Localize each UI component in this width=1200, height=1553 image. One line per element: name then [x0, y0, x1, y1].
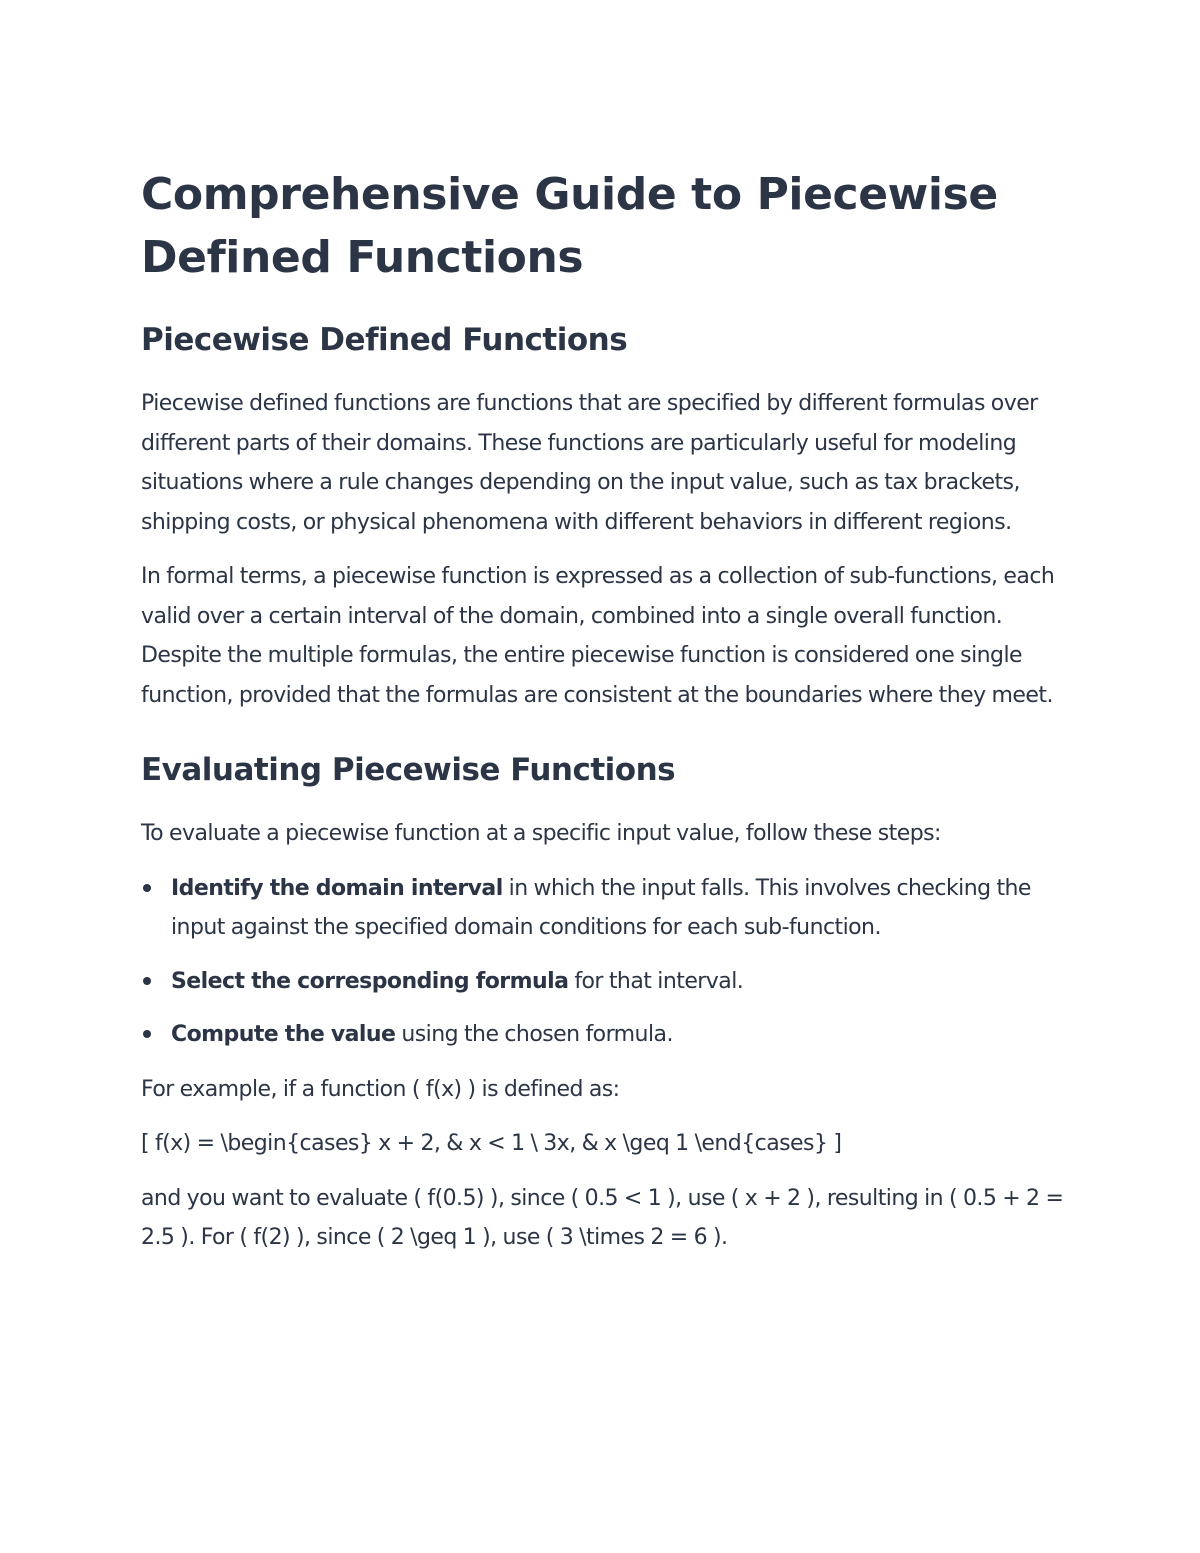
list-item-bold: Select the corresponding formula — [171, 968, 569, 994]
bullet-icon — [143, 977, 151, 985]
bullet-icon — [143, 884, 151, 892]
list-item-text: for that interval. — [568, 968, 744, 994]
paragraph-formula: [ f(x) = \begin{cases} x + 2, & x < 1 \ 3x, & x \geq 1 \end{cases} ] — [141, 1131, 842, 1156]
list-item — [141, 869, 1066, 948]
paragraph-definition: Piecewise defined functions are functions that are specified by different formulas over different parts of their domains. These functions are particularly useful for modeling situations where a rule changes depending on the input value, such as tax brackets, shipping costs, or physical phenomena with different behaviors in different regions. — [141, 391, 1038, 535]
steps-list — [141, 869, 1066, 1055]
list-item-bold: Identify the domain interval — [171, 875, 503, 901]
section-heading-piecewise-defined-functions: Piecewise Defined Functions — [141, 322, 628, 358]
page-title: Comprehensive Guide to Piecewise Defined Functions — [141, 169, 998, 283]
document-page — [141, 163, 1066, 1258]
list-item-bold: Compute the value — [171, 1022, 396, 1047]
paragraph-steps-intro: To evaluate a piecewise function at a specific input value, follow these steps: — [141, 821, 941, 846]
list-item-text: in which the input falls. This involves checking the input against the specified domain conditions for each sub-function. — [171, 875, 1031, 940]
paragraph-example-result: and you want to evaluate ( f(0.5) ), since ( 0.5 < 1 ), use ( x + 2 ), resulting in ( 0.5 + 2 = 2.5 ). For ( f(2) ), since ( 2 \geq 1 ), use ( 3 \times 2 = 6 ). — [141, 1185, 1064, 1250]
list-item — [141, 962, 1066, 1002]
paragraph-formal-terms: In formal terms, a piecewise function is expressed as a collection of sub-functions, each valid over a certain interval of the domain, combined into a single overall function. Despite the multiple formulas, the entire piecewise function is considered one single function, provided that the formulas are consistent at the boundaries where they meet. — [141, 564, 1055, 708]
list-item-text: using the chosen formula. — [395, 1022, 673, 1047]
section-heading-evaluating: Evaluating Piecewise Functions — [141, 752, 676, 788]
paragraph-example-intro: For example, if a function ( f(x) ) is defined as: — [141, 1076, 620, 1102]
bullet-icon — [143, 1030, 151, 1038]
list-item — [141, 1015, 1066, 1055]
